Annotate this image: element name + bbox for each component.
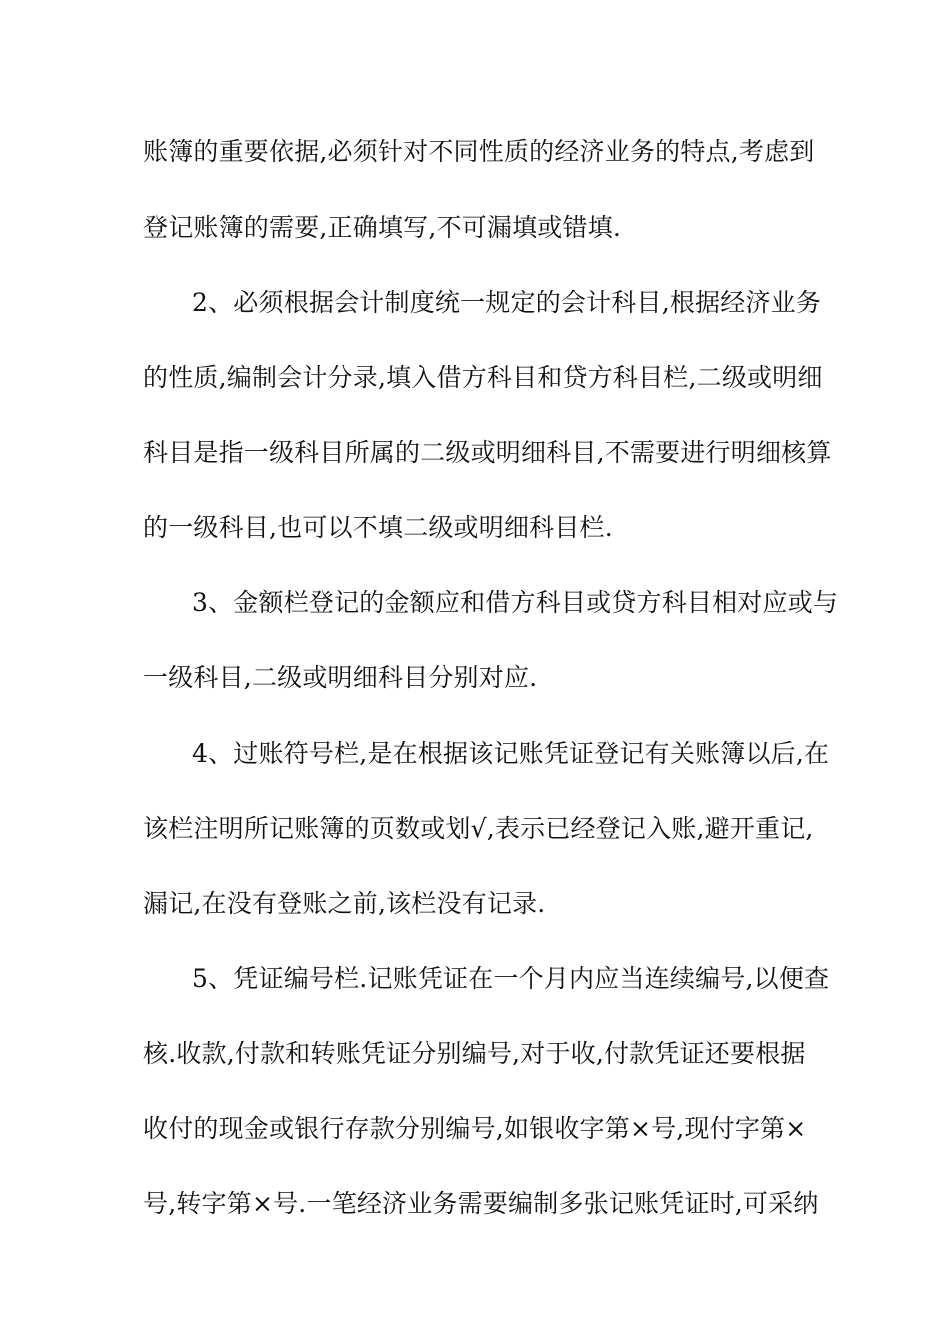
text-line: 号,转字第×号.一笔经济业务需要编制多张记账凭证时,可采纳 — [143, 1189, 819, 1218]
paragraph-start-line: 3、金额栏登记的金额应和借方科目或贷方科目相对应或与 — [192, 588, 839, 617]
text-line: 登记账簿的需要,正确填写,不可漏填或错填. — [143, 213, 622, 242]
paragraph-start-line: 2、必须根据会计制度统一规定的会计科目,根据经济业务 — [192, 288, 822, 317]
text-line: 漏记,在没有登账之前,该栏没有记录. — [143, 889, 546, 918]
text-line: 收付的现金或银行存款分别编号,如银收字第×号,现付字第× — [143, 1114, 807, 1143]
paragraph-start-line: 5、凭证编号栏.记账凭证在一个月内应当连续编号,以便查 — [192, 964, 830, 993]
text-line: 科目是指一级科目所属的二级或明细科目,不需要进行明细核算 — [143, 438, 832, 467]
text-line: 的一级科目,也可以不填二级或明细科目栏. — [143, 513, 613, 542]
text-line: 一级科目,二级或明细科目分别对应. — [143, 663, 538, 692]
text-line: 该栏注明所记账簿的页数或划√,表示已经登记入账,避开重记, — [143, 814, 814, 843]
text-line: 的性质,编制会计分录,填入借方科目和贷方科目栏,二级或明细 — [143, 363, 823, 392]
text-line: 核.收款,付款和转账凭证分别编号,对于收,付款凭证还要根据 — [143, 1039, 806, 1068]
paragraph-start-line: 4、过账符号栏,是在根据该记账凭证登记有关账簿以后,在 — [192, 739, 830, 768]
text-line: 账簿的重要依据,必须针对不同性质的经济业务的特点,考虑到 — [143, 137, 815, 166]
